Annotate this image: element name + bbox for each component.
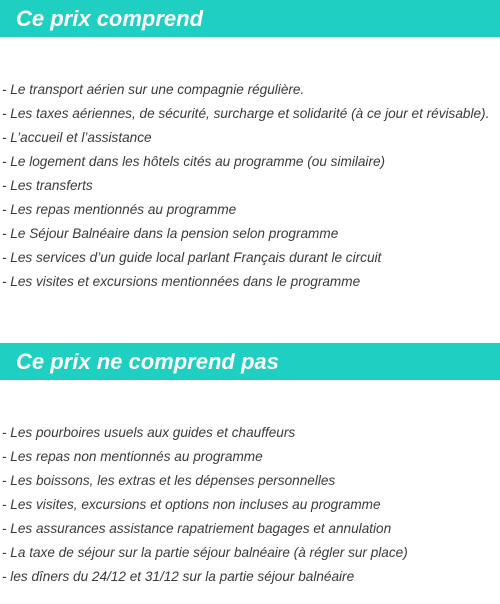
included-items-list	[0, 78, 500, 294]
excluded-item: - Les visites, excursions et options non incluses au programme	[2, 497, 381, 512]
included-item: - Les visites et excursions mentionnées dans le programme	[2, 274, 361, 289]
excluded-item: - Les repas non mentionnés au programme	[2, 449, 263, 464]
included-item: - Les transferts	[2, 178, 93, 193]
excluded-item: - Les assurances assistance rapatriement bagages et annulation	[2, 521, 392, 536]
included-item: - L’accueil et l’assistance	[2, 130, 152, 145]
included-section-title: Ce prix comprend	[0, 0, 500, 37]
included-item: - Le transport aérien sur une compagnie régulière.	[2, 82, 305, 97]
excluded-section-title: Ce prix ne comprend pas	[0, 343, 500, 380]
excluded-items-list	[0, 421, 500, 589]
included-item: - Les repas mentionnés au programme	[2, 202, 237, 217]
excluded-item: - La taxe de séjour sur la partie séjour balnéaire (à régler sur place)	[2, 545, 408, 560]
included-item: - Les taxes aériennes, de sécurité, surcharge et solidarité (à ce jour et révisable).	[2, 106, 490, 121]
included-item: - Les services d’un guide local parlant Français durant le circuit	[2, 250, 382, 265]
excluded-item: - les dîners du 24/12 et 31/12 sur la partie séjour balnéaire	[2, 569, 355, 584]
included-item: - Le logement dans les hôtels cités au programme (ou similaire)	[2, 154, 386, 169]
excluded-item: - Les pourboires usuels aux guides et chauffeurs	[2, 425, 296, 440]
excluded-item: - Les boissons, les extras et les dépenses personnelles	[2, 473, 336, 488]
included-item: - Le Séjour Balnéaire dans la pension selon programme	[2, 226, 339, 241]
